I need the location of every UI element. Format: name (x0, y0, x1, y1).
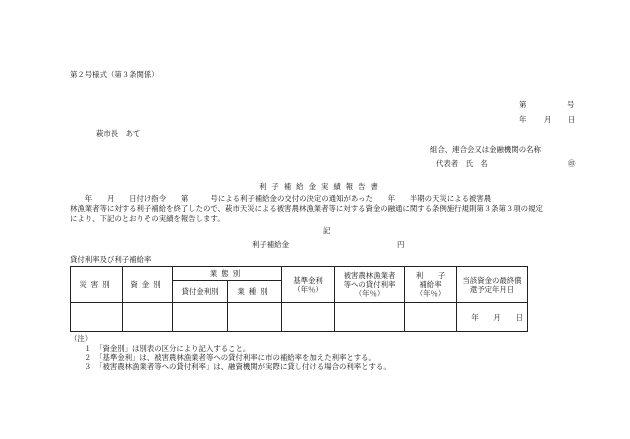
report-title: 利子補給金実績報告書 (259, 182, 383, 191)
header-disaster: 災害別 (71, 267, 123, 303)
form-number: 第２号様式（第３条関係） (70, 70, 159, 79)
header-base-rate (282, 267, 335, 303)
seal-mark: ㊞ (568, 159, 576, 168)
cell-fund (123, 303, 173, 332)
header-victim-rate-line-2: 等への貸付利率 (343, 280, 396, 289)
addressee: 萩市長 あて (96, 129, 141, 138)
header-subsidy-unit: （年％） (415, 289, 446, 298)
header-base-rate-label: 基準金利 (293, 275, 323, 285)
date-month: 月 (544, 115, 552, 124)
cell-final-date: 年 月 日 (457, 303, 528, 332)
body-line-1: 年 月 日付け指令 第 号による利子補給金の交付の決定の通知があった 年 半期の天災による被害農 (70, 194, 492, 203)
header-base-rate-unit: （年％） (293, 284, 323, 294)
body-line-3: により、下記のとおりその実績を報告します。 (70, 214, 225, 223)
header-final-line-2: 還予定年月日 (469, 284, 515, 294)
sender-rep: 代表者 氏 名 (436, 159, 488, 168)
note-1: １ 「資金別」は別表の区分により記入すること。 (84, 344, 251, 353)
body-line-2: 林漁業者等に対する利子補給を終了したので、萩市天災による被害農林漁業者等に対する資金の融通に関する条例施行規則第３条第３項の規定 (70, 204, 543, 213)
note-2: ２ 「基準金利」は、被害農林漁業者等への貸付利率に市の補給率を加えた利率とする。 (84, 353, 376, 362)
cell-victim-rate (335, 303, 405, 332)
rate-table (70, 266, 528, 332)
sender-org: 組合、連合会又は金融機関の名称 (430, 145, 541, 154)
header-victim-rate-unit: （年％） (354, 289, 385, 298)
amount-unit: 円 (397, 240, 405, 249)
cell-business-kind (228, 303, 282, 332)
header-business-kind: 業種別 (228, 281, 282, 303)
header-final-line-1: 当該資金の最終償 (462, 275, 522, 285)
cell-subsidy-rate (405, 303, 457, 332)
cell-loan-amount (173, 303, 228, 332)
header-loan-amount: 貸付金利別 (173, 281, 228, 303)
header-business-type: 業態別 (173, 267, 282, 281)
date-day: 日 (568, 115, 576, 124)
header-subsidy-rate (405, 267, 457, 303)
number-dai: 第 (519, 100, 527, 109)
ki-mark: 記 (323, 226, 331, 235)
number-go: 号 (567, 100, 575, 109)
note-3: ３ 「被害農林漁業者等への貸付利率」は、融資機関が実際に貸し付ける場合の利率とする。 (84, 362, 391, 371)
amount-label: 利子補給金 (252, 240, 289, 249)
cell-base-rate (282, 303, 335, 332)
notes-label: （注） (70, 334, 93, 343)
header-subsidy-line-2: 補給率 (419, 280, 442, 289)
table-caption: 貸付利率及び利子補給率 (70, 255, 152, 264)
cell-disaster (71, 303, 123, 332)
header-subsidy-line-1: 利 子 (415, 271, 446, 280)
header-fund: 資金別 (123, 267, 173, 303)
header-final-repayment (457, 267, 528, 303)
date-year: 年 (519, 115, 527, 124)
header-victim-rate-line-1: 被害農林漁業者 (343, 271, 396, 280)
header-victim-rate (335, 267, 405, 303)
